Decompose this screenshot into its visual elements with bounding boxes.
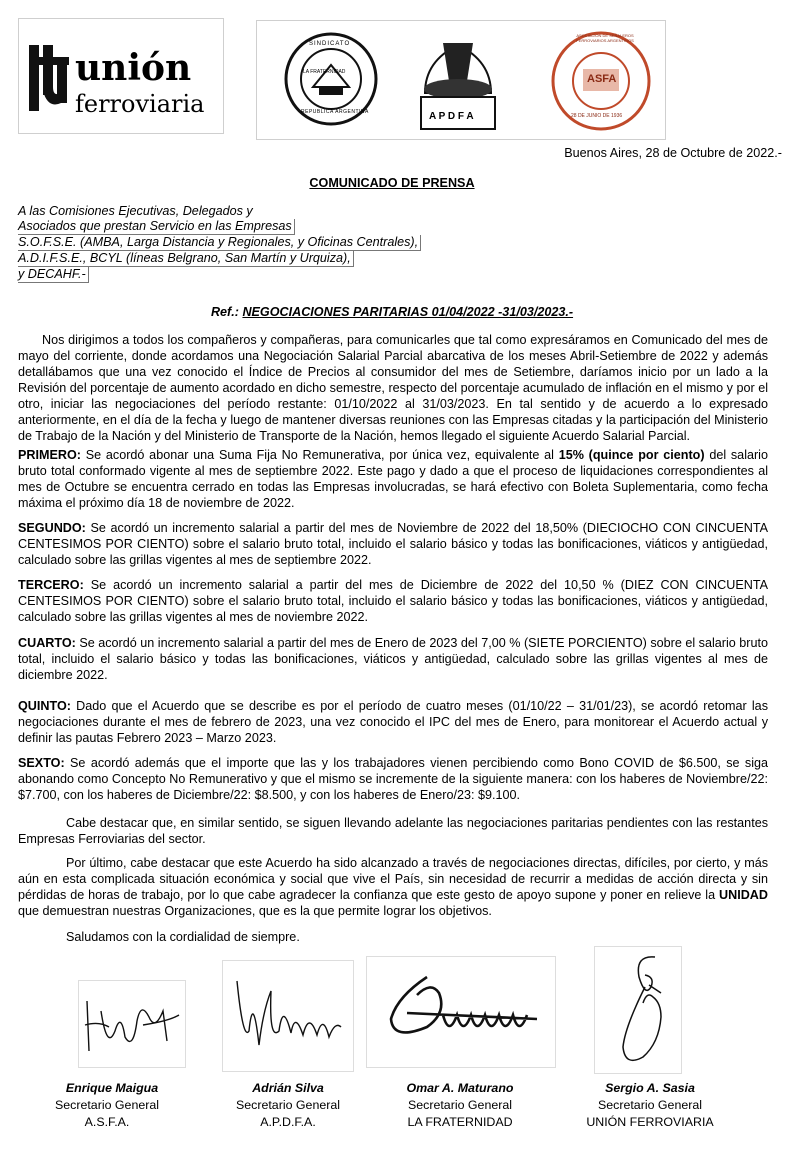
signature-silva	[222, 960, 354, 1072]
closing-text-1: Cabe destacar que, en similar sentido, se siguen llevando adelante las negociaciones paritarias pendientes con las restantes Empresas Ferroviarias del sector.	[18, 816, 768, 846]
cuarto-text: Se acordó un incremento salarial a partir del mes de Enero de 2023 del 7,00 % (SIETE PORCIENTO) sobre el salario bruto total, incluido el salario básico y todas las bonificaciones, viáticos y antigüedad, calculado sobre las grillas vigentes al mes de diciembre 2022.	[18, 636, 768, 682]
fraternidad-seal-bottom-text: REPUBLICA ARGENTINA	[301, 109, 369, 115]
quinto-text: Dado que el Acuerdo que se describe es por el período de cuatro meses (01/10/22 – 31/01/23), se acordó retomar las negociaciones durante el mes de febrero de 2023, una vez conocido el IPC del mes de Enero, para monitorear el Acuerdo actual y definir las pautas Febrero 2023 – Marzo 2023.	[18, 699, 768, 745]
closing-text-2-post: que demuestran nuestras Organizaciones, que es la que permite lograr los objetivos.	[18, 904, 492, 918]
signer-name: Enrique Maigua	[65, 1081, 159, 1095]
asfa-seal-date-text: 28 DE JUNIO DE 1936	[571, 113, 623, 119]
primero-paragraph	[18, 447, 768, 511]
addressee-line: S.O.F.S.E. (AMBA, Larga Distancia y Regionales, y Oficinas Centrales),	[18, 235, 421, 251]
fraternidad-seal-top-text: SINDICATO	[309, 41, 351, 47]
sexto-text: Se acordó además que el importe que las y los trabajadores vienen percibiendo como Bono COVID de $6.500, se siga abonando como Concepto No Remunerativo y que el mismo se incremente de la siguiente manera: con los haberes de Noviembre/22: $7.700, con los haberes de Diciembre/22: $8.500, y con los haberes de Enero/23: $9.100.	[18, 756, 768, 802]
reference-label: Ref.:	[210, 305, 239, 319]
tercero-text: Se acordó un incremento salarial a partir del mes de Diciembre de 2022 del 10,50 % (DIEZ CON CINCUENTA CENTESIMOS POR CIENTO) sobre el salario bruto total, incluido el salario básico y todas las bonificaciones, viáticos y antigüedad, calculado sobre las grillas vigentes al mes de noviembre 2022.	[18, 578, 768, 624]
tercero-paragraph	[18, 577, 768, 625]
apdfa-seal-text: A P D F A	[429, 111, 474, 122]
union-seals-box	[256, 20, 666, 140]
asfa-seal-center-text: ASFA	[587, 73, 617, 85]
closing-paragraph-1	[18, 815, 768, 847]
signer-role: Secretario General	[408, 1098, 512, 1112]
place-date: Buenos Aires, 28 de Octubre de 2022.-	[564, 146, 782, 160]
logo-ferroviaria-text: ferroviaria	[75, 90, 205, 118]
signer-role: Secretario General	[598, 1098, 702, 1112]
intro-text: Nos dirigimos a todos los compañeros y compañeras, para comunicarles que tal como expresáramos en Comunicado del mes de mayo del corriente, donde acordamos una Negociación Salarial Parcial abarcativa de los meses Abril-Setiembre de 2022 y además detallábamos que una vez conocido el Índice de Precios al consumidor del mes de Setiembre, daríamos inicio por un lado a la Revisión del porcentaje de aumento acordado en dicho semestre, respecto del porcentaje acumulado de inflación en el mismo y por el otro, iniciar las negociaciones del período restante: 01/10/2022 al 31/03/2023. En tal sentido y de acuerdo a lo expresado anteriormente, en el día de la fecha y luego de mantener diversas reuniones con las Empresas citadas y la participación del Ministerio de Trabajo de la Nación y del Ministerio de Transporte de la Nación, hemos llegado el siguiente Acuerdo Salarial Parcial.	[18, 333, 768, 443]
closing-text-2-pre: Por último, cabe destacar que este Acuerdo ha sido alcanzado a través de negociaciones directas, difíciles, por cierto, y más aún en esta complicada situación económica y social que vive el País, sin necesidad de recurrir a medidas de acción directa y sin pérdidas de horas de trabajo, por lo que cabe agradecer la confianza que este gesto de apoyo supone y poner en relieve la	[18, 856, 768, 902]
signer-sasia	[576, 1080, 724, 1131]
union-ferroviaria-logo	[18, 18, 224, 134]
quinto-paragraph	[18, 698, 768, 746]
closing-paragraph-2	[18, 855, 768, 919]
signer-role: Secretario General	[55, 1098, 159, 1112]
signer-maigua	[42, 1080, 182, 1131]
signer-org: LA FRATERNIDAD	[407, 1115, 513, 1129]
logo-union-text: unión	[75, 47, 192, 89]
greeting: Saludamos con la cordialidad de siempre.	[66, 930, 300, 944]
segundo-paragraph	[18, 520, 768, 568]
addressee-line: A las Comisiones Ejecutivas, Delegados y	[18, 204, 253, 218]
union-ferroviaria-emblem	[27, 43, 73, 113]
segundo-text: Se acordó un incremento salarial a partir del mes de Noviembre de 2022 del 18,50% (DIECIOCHO CON CINCUENTA CENTESIMOS POR CIENTO) sobre el salario bruto total, incluido el salario básico y todas las bonificaciones, viáticos y antigüedad, calculado sobre las grillas vigentes al mes de septiembre 2022.	[18, 521, 768, 567]
reference-line	[0, 305, 784, 319]
asfa-seal-ring-text: ASOCIACION DE SEÑALEROS FERROVIARIOS ARGENTINOS	[576, 33, 634, 43]
signer-name: Sergio A. Sasia	[605, 1081, 695, 1095]
quinto-label: QUINTO:	[18, 699, 71, 713]
tercero-label: TERCERO:	[18, 578, 84, 592]
closing-bold-unidad: UNIDAD	[719, 888, 768, 902]
primero-label: PRIMERO:	[18, 448, 81, 462]
signer-silva	[226, 1080, 350, 1131]
signature-sasia	[594, 946, 682, 1074]
signature-maturano	[366, 956, 556, 1068]
signer-org: A.P.D.F.A.	[260, 1115, 316, 1129]
addressee-block	[18, 204, 421, 283]
segundo-label: SEGUNDO:	[18, 521, 86, 535]
signer-org: A.S.F.A.	[84, 1115, 130, 1129]
primero-text-post: del salario bruto total conformado vigente al mes de septiembre 2022. Este pago y dado a que el proceso de liquidaciones correspondientes al mes de Octubre se encuentra cerrado en todas las Empresas involucradas, se hará efectivo con Boleta Suplementaria, como fecha máxima el próximo día 18 de noviembre de 2022.	[18, 448, 768, 510]
document-title: COMUNICADO DE PRENSA	[309, 176, 475, 190]
addressee-line: y DECAHF.-	[18, 267, 421, 283]
primero-bold: 15% (quince por ciento)	[558, 448, 705, 462]
cuarto-label: CUARTO:	[18, 636, 76, 650]
signer-org: UNIÓN FERROVIARIA	[586, 1115, 714, 1129]
signature-maigua	[78, 980, 186, 1068]
primero-text-pre: Se acordó abonar una Suma Fija No Remunerativa, por única vez, equivalente al	[80, 448, 559, 462]
signer-name: Adrián Silva	[252, 1081, 324, 1095]
reference-text: NEGOCIACIONES PARITARIAS 01/04/2022 -31/03/2023.-	[242, 305, 574, 319]
fraternidad-seal-mid-text: LA FRATERNIDAD	[303, 69, 346, 75]
signer-maturano	[390, 1080, 530, 1131]
signer-role: Secretario General	[236, 1098, 340, 1112]
sexto-label: SEXTO:	[18, 756, 65, 770]
intro-paragraph	[18, 332, 768, 444]
addressee-line: A.D.I.F.S.E., BCYL (líneas Belgrano, San Martín y Urquiza),	[18, 251, 421, 267]
cuarto-paragraph	[18, 635, 768, 683]
addressee-line: Asociados que prestan Servicio en las Empresas	[18, 219, 421, 235]
sexto-paragraph	[18, 755, 768, 803]
signer-name: Omar A. Maturano	[406, 1081, 514, 1095]
